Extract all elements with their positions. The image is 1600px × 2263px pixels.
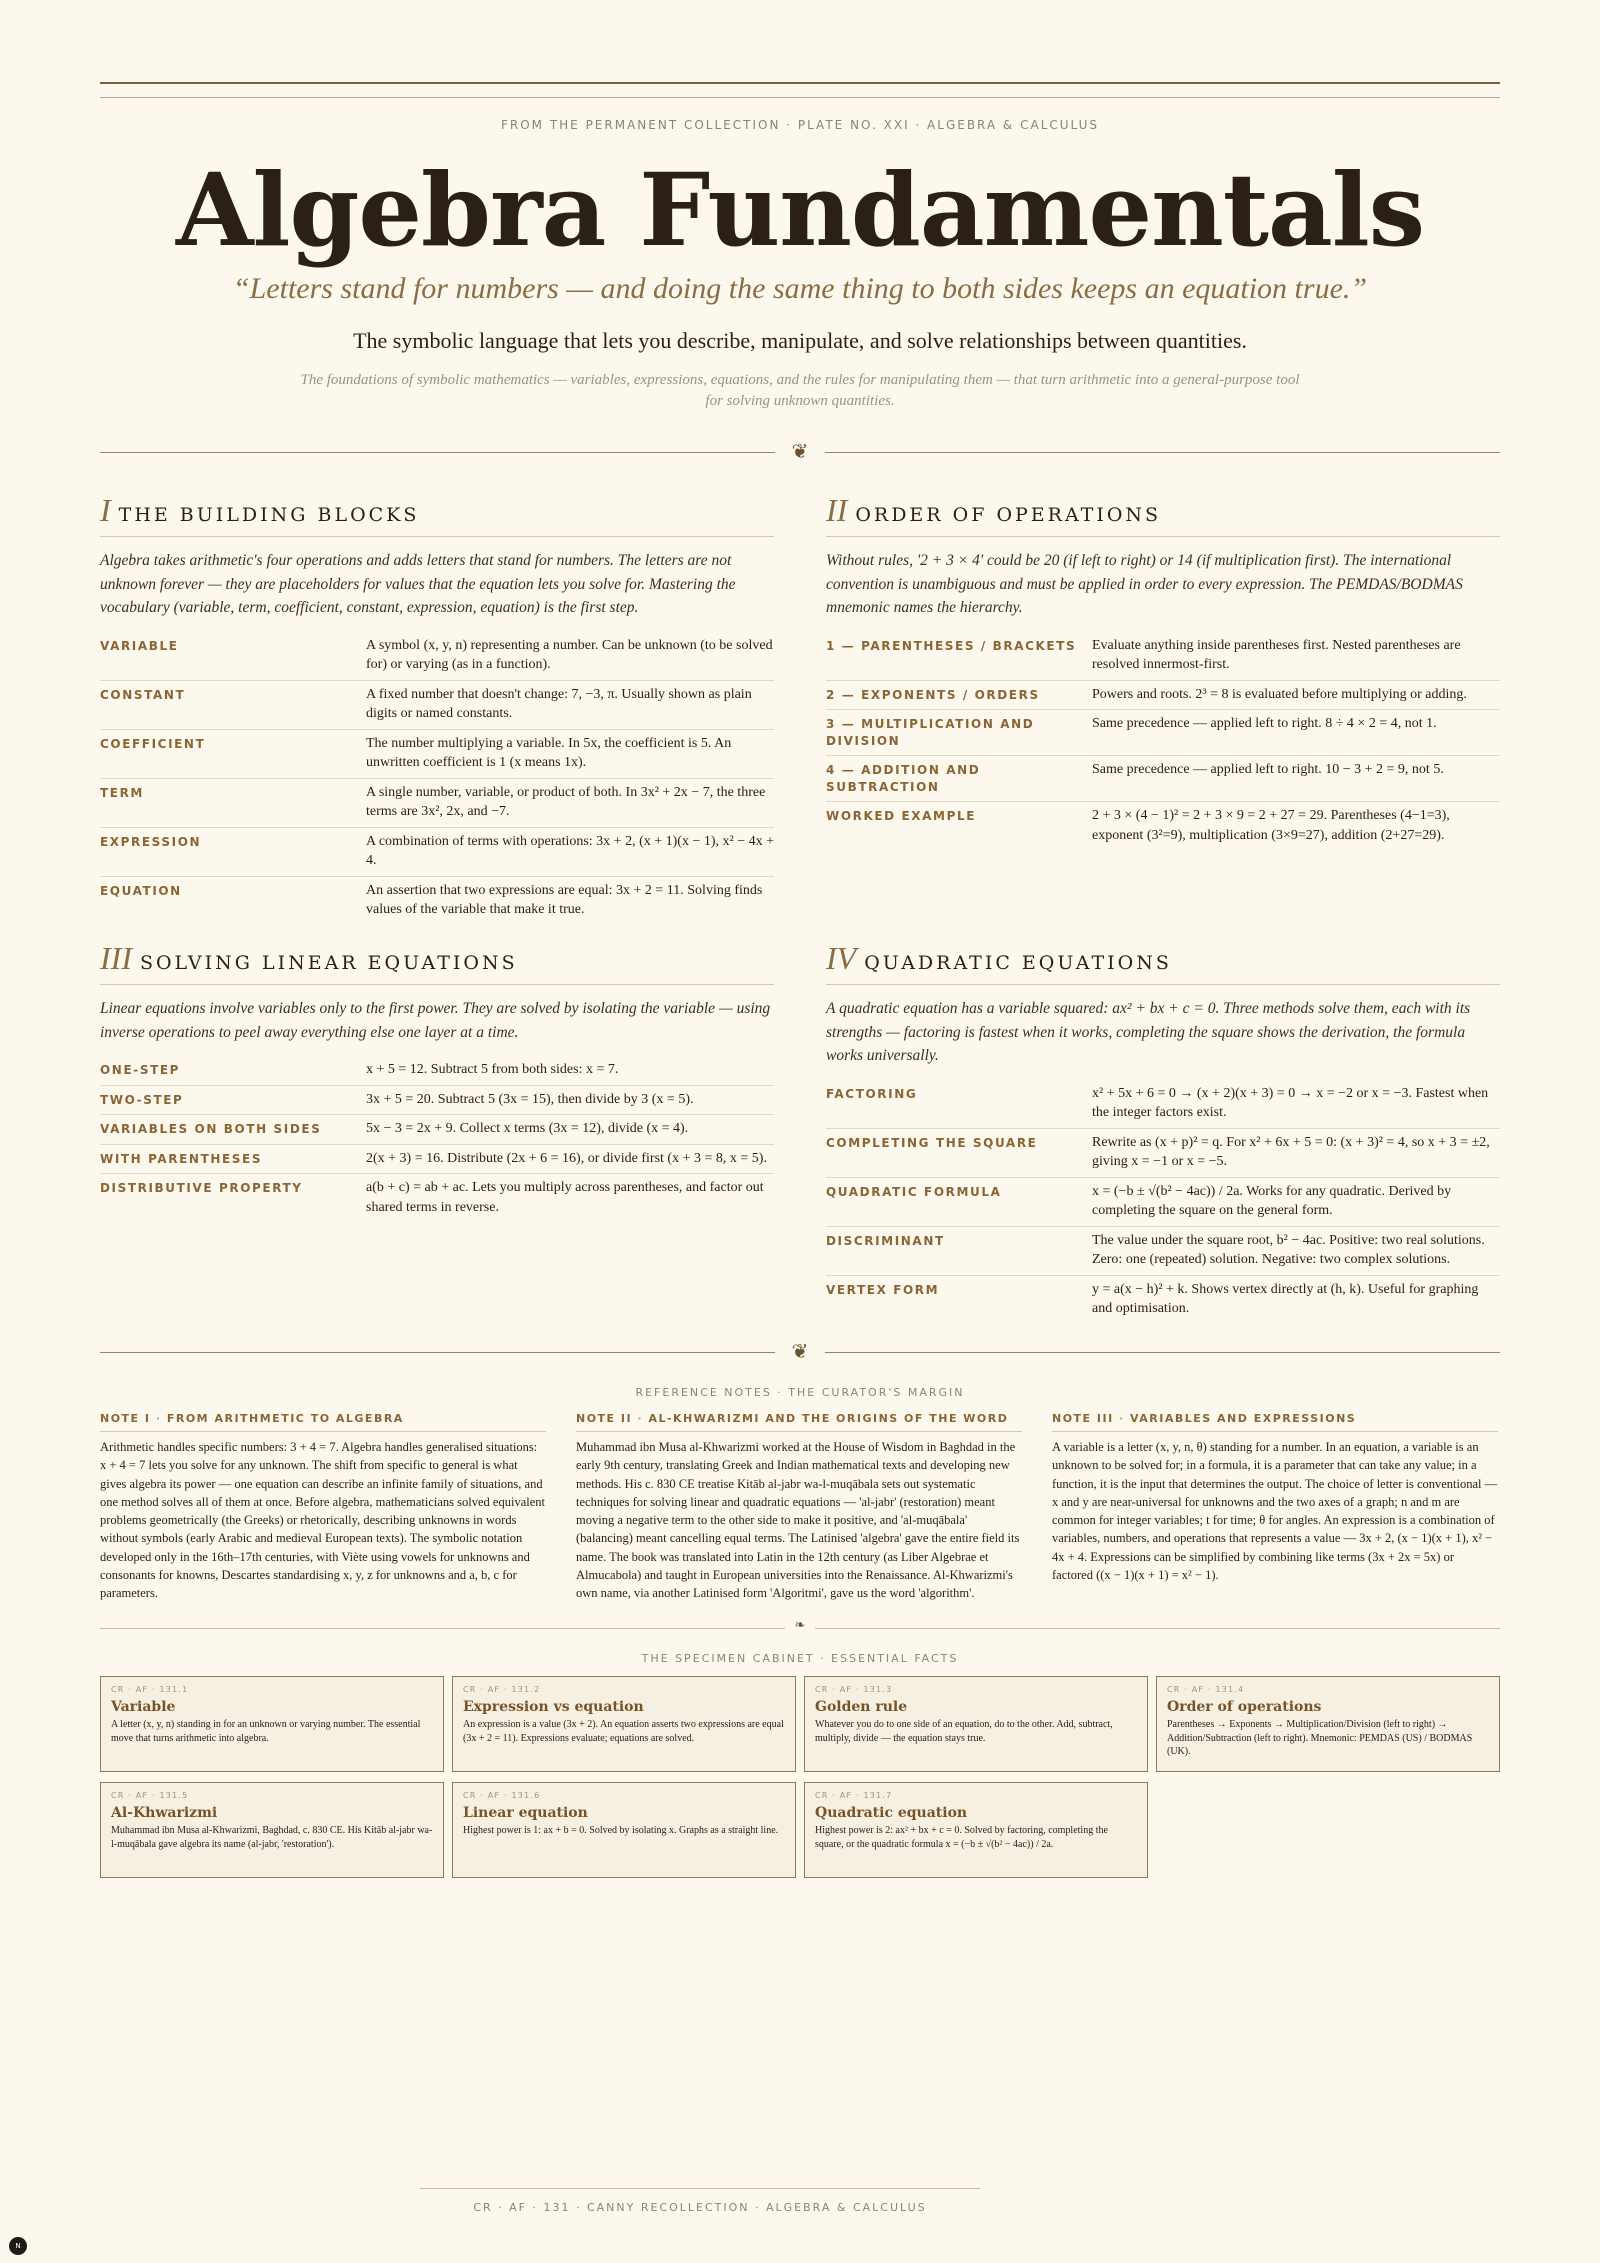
term-definition: x + 5 = 12. Subtract 5 from both sides: x = 7. (366, 1062, 619, 1077)
term-label: EQUATION (100, 883, 182, 898)
reference-note-2 (576, 1412, 1022, 1603)
footer-colophon: CR · AF · 131 · CANNY RECOLLECTION · ALGEBRA & CALCULUS (420, 2188, 980, 2214)
term-definition: Rewrite as (x + p)² = q. For x² + 6x + 5 = 0: (x + 3)² = 4, so x + 3 = ±2, giving x = −1 or x = −5. (1092, 1134, 1490, 1169)
card-title: Al-Khwarizmi (111, 1805, 218, 1821)
section-intro: Without rules, '2 + 3 × 4' could be 20 (if left to right) or 14 (if multiplication first). The international convention is unambiguous and must be applied in order to every expression. The PEMDAS/BODMAS mnemonic names the hierarchy. (826, 552, 1463, 616)
term-label: COMPLETING THE SQUARE (826, 1135, 1038, 1150)
term-label: DISCRIMINANT (826, 1233, 945, 1248)
card-code: CR · AF · 131.1 (111, 1685, 189, 1694)
definition-row (100, 1145, 774, 1175)
definition-row (100, 730, 774, 779)
section-title: ORDER OF OPERATIONS (855, 504, 1162, 526)
definition-row (826, 756, 1500, 802)
term-definition: a(b + c) = ab + ac. Lets you multiply across parentheses, and factor out shared terms in reverse. (366, 1180, 764, 1215)
fact-card (804, 1782, 1148, 1878)
reference-note-1 (100, 1412, 546, 1603)
section-title: SOLVING LINEAR EQUATIONS (139, 952, 518, 974)
term-label: QUADRATIC FORMULA (826, 1184, 1002, 1199)
ornament-divider-top (100, 439, 1500, 463)
definition-row (826, 802, 1500, 850)
term-label: VARIABLE (100, 638, 179, 653)
section-header (826, 492, 1500, 537)
note-heading: NOTE II · AL-KHWARIZMI AND THE ORIGINS OF THE WORD (576, 1412, 1022, 1432)
definition-list (826, 1080, 1500, 1324)
card-body: An expression is a value (3x + 2). An equation asserts two expressions are equal (3x + 2 = 11). Expressions evaluate; equations are solved. (463, 1719, 784, 1744)
term-definition: x² + 5x + 6 = 0 → (x + 2)(x + 3) = 0 → x = −2 or x = −3. Fastest when the integer factors exist. (1092, 1085, 1489, 1120)
term-label: WITH PARENTHESES (100, 1151, 263, 1166)
section-intro: A quadratic equation has a variable squared: ax² + bx + c = 0. Three methods solve them, each with its strengths — factoring is fastest when it works, completing the square shows the derivation, the formula works universally. (826, 1000, 1471, 1064)
section-solving-linear-equations (100, 940, 774, 1222)
term-label: WORKED EXAMPLE (826, 809, 977, 823)
term-definition: Powers and roots. 2³ = 8 is evaluated before multiplying or adding. (1092, 686, 1467, 702)
definition-row (826, 1276, 1500, 1324)
term-definition: 3x + 5 = 20. Subtract 5 (3x = 15), then divide by 3 (x = 5). (366, 1091, 694, 1107)
section-building-blocks (100, 492, 774, 925)
term-label: FACTORING (826, 1086, 918, 1101)
intro-text: The foundations of symbolic mathematics — variables, expressions, equations, and the rules for manipulating them — that turn arithmetic into a general-purpose tool for solving unknown quantities. (300, 372, 1300, 409)
section-title: QUADRATIC EQUATIONS (864, 952, 1172, 974)
section-numeral: IV (826, 940, 857, 976)
definition-row (100, 828, 774, 877)
term-label: VARIABLES ON BOTH SIDES (100, 1122, 322, 1136)
term-definition: x = (−b ± √(b² − 4ac)) / 2a. Works for any quadratic. Derived by completing the square on the general form. (1092, 1183, 1452, 1218)
ornament-divider-small (100, 1620, 1500, 1636)
definition-row (826, 1178, 1500, 1227)
card-title: Variable (111, 1699, 176, 1715)
term-definition: Same precedence — applied left to right. 10 − 3 + 2 = 9, not 5. (1092, 762, 1444, 777)
term-label: TERM (100, 785, 144, 800)
card-code: CR · AF · 131.3 (815, 1685, 893, 1694)
term-label: 3 — MULTIPLICATION AND DIVISION (826, 717, 1035, 748)
section-intro: Linear equations involve variables only to the first power. They are solved by isolating the variable — using inverse operations to peel away everything else one layer at a time. (100, 1000, 771, 1041)
fact-card (452, 1782, 796, 1878)
definition-row (826, 681, 1500, 711)
section-title: THE BUILDING BLOCKS (118, 504, 420, 526)
section-numeral: III (100, 940, 132, 976)
fleuron-icon: ❦ (791, 1339, 809, 1363)
section-numeral: II (826, 492, 848, 528)
reference-notes-label: REFERENCE NOTES · THE CURATOR'S MARGIN (635, 1386, 965, 1399)
page-title: Algebra Fundamentals (175, 151, 1425, 269)
epigraph-quote: “Letters stand for numbers — and doing the same thing to both sides keeps an equation true.” (232, 272, 1368, 305)
term-label: 4 — ADDITION AND SUBTRACTION (826, 763, 981, 794)
definition-list (826, 632, 1500, 851)
section-quadratic-equations (826, 940, 1500, 1324)
definition-row (100, 1174, 774, 1222)
fact-card (804, 1676, 1148, 1772)
definition-row (826, 1227, 1500, 1276)
definition-row (100, 1115, 774, 1145)
card-code: CR · AF · 131.4 (1167, 1685, 1245, 1694)
section-numeral: I (100, 492, 111, 528)
term-definition: 2(x + 3) = 16. Distribute (2x + 6 = 16), or divide first (x + 3 = 8, x = 5). (366, 1150, 767, 1166)
fleuron-icon: ❦ (791, 439, 809, 463)
note-body: Arithmetic handles specific numbers: 3 + 4 = 7. Algebra handles generalised situations: x + 4 = 7 lets you solve for any unknown. The shift from specific to general is what gives algebra its power — one equation can describe an infinite family of situations, and one method solves all of them at once. Before algebra, mathematicians solved equivalent problems geometrically (the Greeks) or rhetorically, describing unknowns in words without symbols (early Arabic and medieval European texts). The symbolic notation developed only in the 16th–17th centuries, with Viète using vowels for unknowns and consonants for knowns, Descartes standardising x, y, z for unknowns and a, b, c for parameters. (100, 1440, 545, 1601)
card-code: CR · AF · 131.2 (463, 1685, 541, 1694)
definition-list (100, 632, 774, 925)
term-definition: The value under the square root, b² − 4ac. Positive: two real solutions. Zero: one (repeated) solution. Negative: two complex solutions. (1092, 1232, 1485, 1267)
ornament-divider-middle (100, 1339, 1500, 1363)
term-definition: A single number, variable, or product of both. In 3x² + 2x − 7, the three terms are 3x², 2x, and −7. (366, 784, 766, 819)
definition-row (826, 1129, 1500, 1178)
definition-row (826, 710, 1500, 756)
term-definition: The number multiplying a variable. In 5x, the coefficient is 5. An unwritten coefficient is 1 (x means 1x). (366, 735, 732, 770)
term-definition: A fixed number that doesn't change: 7, −3, π. Usually shown as plain digits or named constants. (366, 686, 752, 721)
card-title: Golden rule (815, 1699, 908, 1715)
fact-card (100, 1782, 444, 1878)
term-definition: 2 + 3 × (4 − 1)² = 2 + 3 × 9 = 2 + 27 = 29. Parentheses (4−1=3), exponent (3²=9), multiplication (3×9=27), addition (2+27=29). (1092, 808, 1450, 843)
fact-card (1156, 1676, 1500, 1772)
definition-row (100, 779, 774, 828)
card-body: Muhammad ibn Musa al-Khwarizmi, Baghdad, c. 830 CE. His Kitāb al-jabr wa-l-muqābala gave algebra its name (al-jabr, 'restoration'). (111, 1825, 433, 1850)
section-header (826, 940, 1500, 985)
specimen-cabinet-label: THE SPECIMEN CABINET · ESSENTIAL FACTS (641, 1652, 959, 1665)
term-label: 1 — PARENTHESES / BRACKETS (826, 638, 1077, 653)
definition-row (826, 632, 1500, 681)
definition-row (100, 681, 774, 730)
note-body: A variable is a letter (x, y, n, θ) standing for a number. In an equation, a variable is an unknown to be solved for; in a formula, it is a parameter that can take any value; in a function, it is the input that determines the output. The choice of letter is conventional — x and y are near-universal for unknowns and the two axes of a graph; n and m are common for integer variables; t for time; θ for angles. An expression is a combination of variables, numbers, and operations that represents a value — 3x + 2, (x − 1)(x + 1), x² − 4x + 4. Expressions can be simplified by combining like terms (3x + 2x = 5x) or factored ((x − 1)(x + 1) = x² − 1). (1052, 1440, 1498, 1583)
card-body: Whatever you do to one side of an equation, do to the other. Add, subtract, multiply, divide — the equation stays true. (815, 1719, 1113, 1744)
term-label: COEFFICIENT (100, 736, 206, 751)
card-body: Highest power is 1: ax + b = 0. Solved by isolating x. Graphs as a straight line. (463, 1825, 779, 1836)
term-label: DISTRIBUTIVE PROPERTY (100, 1181, 303, 1195)
term-label: VERTEX FORM (826, 1282, 940, 1297)
subtitle: The symbolic language that lets you describe, manipulate, and solve relationships between quantities. (353, 328, 1247, 353)
term-label: CONSTANT (100, 687, 186, 702)
card-title: Quadratic equation (815, 1805, 968, 1821)
top-double-rule (100, 82, 1500, 98)
corner-badge-icon[interactable]: N (9, 2237, 27, 2255)
term-label: ONE-STEP (100, 1063, 181, 1077)
section-header (100, 492, 774, 537)
leaf-ornament-icon: ❧ (794, 1618, 806, 1633)
section-intro: Algebra takes arithmetic's four operations and adds letters that stand for numbers. The letters are not unknown forever — they are placeholders for values that the equation lets you solve for. Mastering the vocabulary (variable, term, coefficient, constant, expression, equation) is the first step. (100, 552, 736, 616)
term-definition: y = a(x − h)² + k. Shows vertex directly at (h, k). Useful for graphing and optimisation. (1092, 1281, 1479, 1316)
note-heading: NOTE I · FROM ARITHMETIC TO ALGEBRA (100, 1412, 546, 1432)
term-definition: A symbol (x, y, n) representing a number. Can be unknown (to be solved for) or varying (as in a function). (366, 637, 773, 672)
section-order-of-operations (826, 492, 1500, 850)
note-body: Muhammad ibn Musa al-Khwarizmi worked at the House of Wisdom in Baghdad in the early 9th century, translating Greek and Indian mathematical texts and developing new methods. His c. 830 CE treatise Kitāb al-jabr wa-l-muqābala sets out systematic techniques for solving linear and quadratic equations — 'al-jabr' (restoration) meant moving a negative term to the other side to make it positive, and 'al-muqābala' (balancing) meant cancelling equal terms. The Latinised 'algebra' gave the entire field its name. The book was translated into Latin in the 12th century (as Liber Algebrae et Almucabola) and taught in European universities into the Renaissance. Al-Khwarizmi's own name, via another Latinised form 'Algoritmi', gave us the word 'algorithm'. (576, 1440, 1020, 1601)
note-heading: NOTE III · VARIABLES AND EXPRESSIONS (1052, 1412, 1498, 1432)
term-definition: An assertion that two expressions are equal: 3x + 2 = 11. Solving finds values of the variable that make it true. (366, 882, 763, 917)
term-definition: A combination of terms with operations: 3x + 2, (x + 1)(x − 1), x² − 4x + 4. (366, 833, 775, 868)
definition-row (100, 877, 774, 925)
definition-list (100, 1056, 774, 1222)
term-label: 2 — EXPONENTS / ORDERS (826, 687, 1040, 702)
term-label: EXPRESSION (100, 834, 202, 849)
card-code: CR · AF · 131.6 (463, 1791, 541, 1800)
card-code: CR · AF · 131.5 (111, 1791, 189, 1800)
card-title: Expression vs equation (463, 1699, 644, 1715)
definition-row (100, 632, 774, 681)
definition-row (100, 1056, 774, 1086)
fact-card (100, 1676, 444, 1772)
reference-note-3 (1052, 1412, 1498, 1584)
card-title: Order of operations (1167, 1699, 1322, 1715)
term-definition: Same precedence — applied left to right. 8 ÷ 4 × 2 = 4, not 1. (1092, 716, 1437, 731)
term-definition: 5x − 3 = 2x + 9. Collect x terms (3x = 12), divide (x = 4). (366, 1121, 689, 1136)
card-body: Highest power is 2: ax² + bx + c = 0. Solved by factoring, completing the square, or the quadratic formula x = (−b ± √(b² − 4ac)) / 2a. (815, 1825, 1108, 1850)
term-label: TWO-STEP (100, 1092, 184, 1107)
section-header (100, 940, 774, 985)
fact-card (452, 1676, 796, 1772)
eyebrow: FROM THE PERMANENT COLLECTION · PLATE NO. XXI · ALGEBRA & CALCULUS (500, 118, 1100, 132)
term-definition: Evaluate anything inside parentheses first. Nested parentheses are resolved innermost-first. (1092, 637, 1461, 672)
card-body: A letter (x, y, n) standing in for an unknown or varying number. The essential move that turns arithmetic into algebra. (111, 1719, 421, 1744)
definition-row (100, 1086, 774, 1116)
card-title: Linear equation (463, 1805, 588, 1821)
card-body: Parentheses → Exponents → Multiplication/Division (left to right) → Addition/Subtraction (left to right). Mnemonic: PEMDAS (US) / BODMAS (UK). (1167, 1719, 1473, 1757)
definition-row (826, 1080, 1500, 1129)
card-code: CR · AF · 131.7 (815, 1791, 893, 1800)
